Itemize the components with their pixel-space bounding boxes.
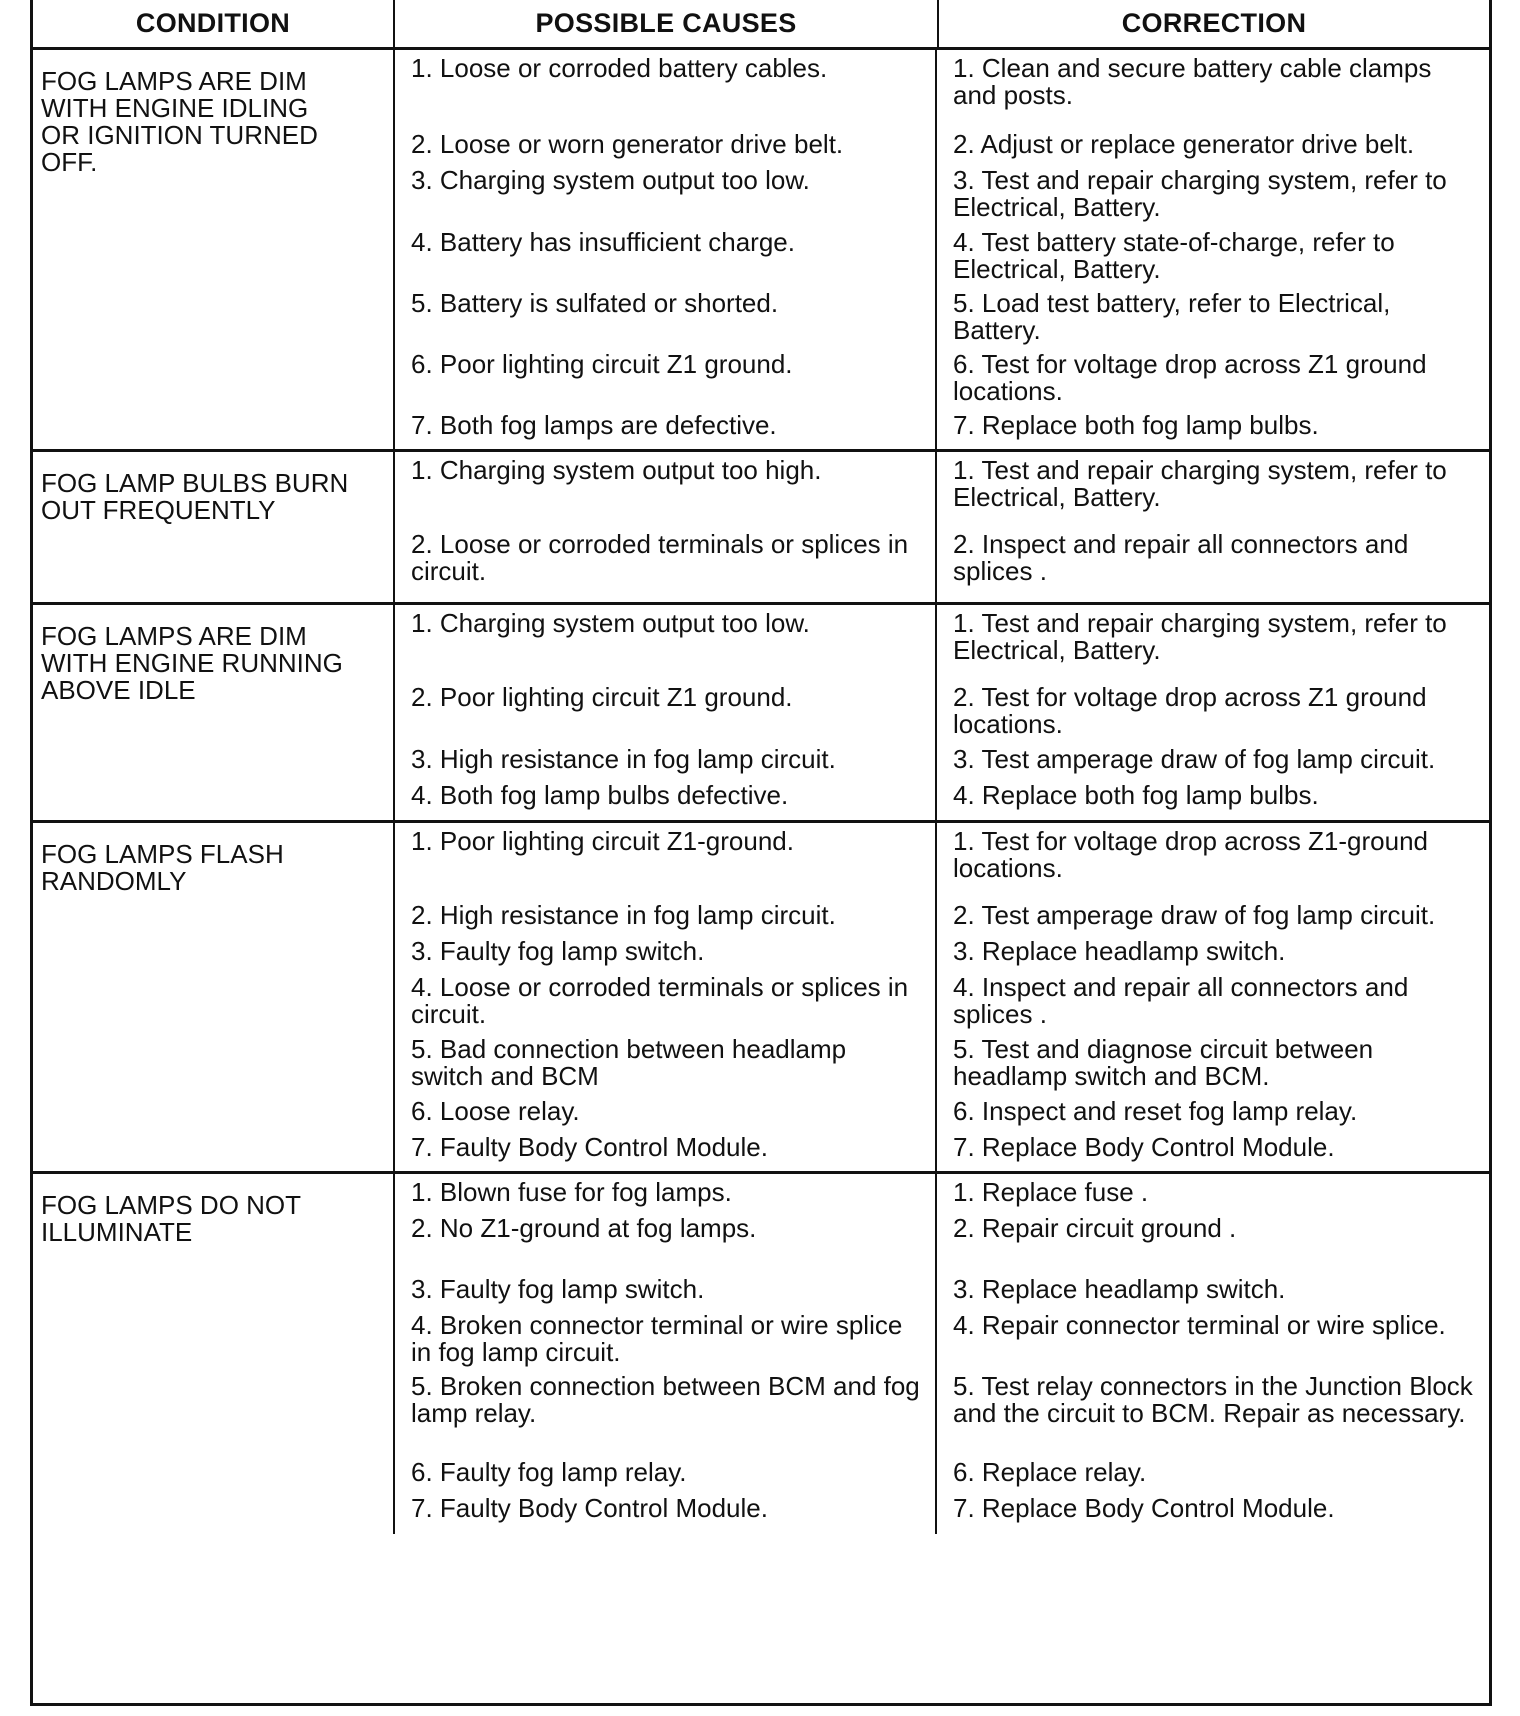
table-header (33, 0, 1489, 50)
possible-cause: 5. Battery is sulfated or shorted. (393, 285, 935, 346)
correction: 1. Test for voltage drop across Z1-ground locations. (935, 823, 1489, 897)
correction: 3. Test amperage draw of fog lamp circuit. (935, 741, 1489, 777)
correction: 3. Test and repair charging system, refer to Electrical, Battery. (935, 162, 1489, 224)
table-row (393, 346, 1489, 407)
possible-cause: 1. Charging system output too high. (393, 452, 935, 526)
correction: 4. Replace both fog lamp bulbs. (935, 777, 1489, 820)
table-row (393, 1129, 1489, 1171)
table-row (393, 679, 1489, 741)
table-row (393, 1271, 1489, 1307)
correction: 2. Adjust or replace generator drive belt. (935, 126, 1489, 162)
possible-cause: 2. No Z1-ground at fog lamps. (393, 1210, 935, 1271)
possible-cause: 7. Faulty Body Control Module. (393, 1129, 935, 1171)
possible-cause: 2. Loose or corroded terminals or splices in circuit. (393, 526, 935, 602)
condition-group (33, 823, 1489, 1174)
correction: 6. Inspect and reset fog lamp relay. (935, 1093, 1489, 1129)
condition-text: FOG LAMPS DO NOT ILLUMINATE (41, 1190, 302, 1247)
table-row (393, 224, 1489, 285)
condition-text: FOG LAMPS ARE DIM WITH ENGINE RUNNING ABOVE IDLE (41, 621, 343, 705)
possible-cause: 6. Faulty fog lamp relay. (393, 1454, 935, 1490)
table-row (393, 823, 1489, 897)
possible-cause: 6. Loose relay. (393, 1093, 935, 1129)
correction: 5. Test and diagnose circuit between headlamp switch and BCM. (935, 1031, 1489, 1093)
correction: 2. Test for voltage drop across Z1 ground locations. (935, 679, 1489, 741)
header-correction: CORRECTION (937, 0, 1489, 47)
possible-cause: 7. Both fog lamps are defective. (393, 407, 935, 449)
possible-cause: 3. High resistance in fog lamp circuit. (393, 741, 935, 777)
correction: 1. Replace fuse . (935, 1174, 1489, 1210)
possible-cause: 3. Charging system output too low. (393, 162, 935, 224)
header-condition: CONDITION (135, 8, 291, 38)
table-row (393, 407, 1489, 449)
condition-text: FOG LAMPS FLASH RANDOMLY (41, 839, 284, 896)
possible-cause: 1. Charging system output too low. (393, 605, 935, 679)
possible-cause: 2. Poor lighting circuit Z1 ground. (393, 679, 935, 741)
correction: 1. Test and repair charging system, refer to Electrical, Battery. (935, 452, 1489, 526)
possible-cause: 3. Faulty fog lamp switch. (393, 1271, 935, 1307)
correction: 4. Repair connector terminal or wire splice. (935, 1307, 1489, 1368)
possible-cause: 1. Blown fuse for fog lamps. (393, 1174, 935, 1210)
possible-cause: 7. Faulty Body Control Module. (393, 1490, 935, 1534)
condition-group (33, 50, 1489, 452)
table-row (393, 933, 1489, 969)
possible-cause: 1. Loose or corroded battery cables. (393, 50, 935, 126)
cause-correction-list (393, 605, 1489, 820)
table-row (393, 1368, 1489, 1454)
correction: 6. Replace relay. (935, 1454, 1489, 1490)
table-row (393, 50, 1489, 126)
possible-cause: 5. Broken connection between BCM and fog lamp relay. (393, 1368, 935, 1454)
table-body (33, 50, 1489, 1534)
table-row (393, 969, 1489, 1031)
table-row (393, 1454, 1489, 1490)
table-row (393, 605, 1489, 679)
diagnosis-table (30, 0, 1492, 1706)
condition-text: FOG LAMPS ARE DIM WITH ENGINE IDLING OR IGNITION TURNED OFF. (41, 66, 318, 177)
correction: 5. Test relay connectors in the Junction Block and the circuit to BCM. Repair as necessary. (935, 1368, 1489, 1454)
cause-correction-list (393, 823, 1489, 1171)
table-row (393, 1093, 1489, 1129)
condition-group (33, 452, 1489, 605)
correction: 7. Replace both fog lamp bulbs. (935, 407, 1489, 449)
condition-group (33, 1174, 1489, 1534)
correction: 1. Test and repair charging system, refer to Electrical, Battery. (935, 605, 1489, 679)
table-row (393, 897, 1489, 933)
correction: 3. Replace headlamp switch. (935, 1271, 1489, 1307)
condition-group (33, 605, 1489, 823)
table-row (393, 777, 1489, 820)
cause-correction-list (393, 452, 1489, 602)
correction: 1. Clean and secure battery cable clamps and posts. (935, 50, 1489, 126)
correction: 7. Replace Body Control Module. (935, 1490, 1489, 1534)
correction: 2. Repair circuit ground . (935, 1210, 1489, 1271)
possible-cause: 3. Faulty fog lamp switch. (393, 933, 935, 969)
table-row (393, 1210, 1489, 1271)
correction: 4. Inspect and repair all connectors and splices . (935, 969, 1489, 1031)
possible-cause: 4. Broken connector terminal or wire splice in fog lamp circuit. (393, 1307, 935, 1368)
possible-cause: 2. Loose or worn generator drive belt. (393, 126, 935, 162)
correction: 2. Test amperage draw of fog lamp circuit. (935, 897, 1489, 933)
cause-correction-list (393, 50, 1489, 449)
table-row (393, 285, 1489, 346)
table-row (393, 1174, 1489, 1210)
possible-cause: 6. Poor lighting circuit Z1 ground. (393, 346, 935, 407)
correction: 4. Test battery state-of-charge, refer to Electrical, Battery. (935, 224, 1489, 285)
header-possible-causes: POSSIBLE CAUSES (393, 0, 937, 47)
possible-cause: 2. High resistance in fog lamp circuit. (393, 897, 935, 933)
table-row (393, 741, 1489, 777)
possible-cause: 4. Loose or corroded terminals or splices in circuit. (393, 969, 935, 1031)
table-row (393, 126, 1489, 162)
correction: 3. Replace headlamp switch. (935, 933, 1489, 969)
correction: 5. Load test battery, refer to Electrical, Battery. (935, 285, 1489, 346)
correction: 7. Replace Body Control Module. (935, 1129, 1489, 1171)
correction: 2. Inspect and repair all connectors and splices . (935, 526, 1489, 602)
table-row (393, 526, 1489, 602)
table-row (393, 452, 1489, 526)
table-row (393, 1307, 1489, 1368)
table-row (393, 1490, 1489, 1534)
cause-correction-list (393, 1174, 1489, 1534)
correction: 6. Test for voltage drop across Z1 ground locations. (935, 346, 1489, 407)
possible-cause: 4. Battery has insufficient charge. (393, 224, 935, 285)
possible-cause: 4. Both fog lamp bulbs defective. (393, 777, 935, 820)
possible-cause: 1. Poor lighting circuit Z1-ground. (393, 823, 935, 897)
table-row (393, 162, 1489, 224)
condition-text: FOG LAMP BULBS BURN OUT FREQUENTLY (41, 468, 349, 525)
possible-cause: 5. Bad connection between headlamp switch and BCM (393, 1031, 935, 1093)
table-row (393, 1031, 1489, 1093)
